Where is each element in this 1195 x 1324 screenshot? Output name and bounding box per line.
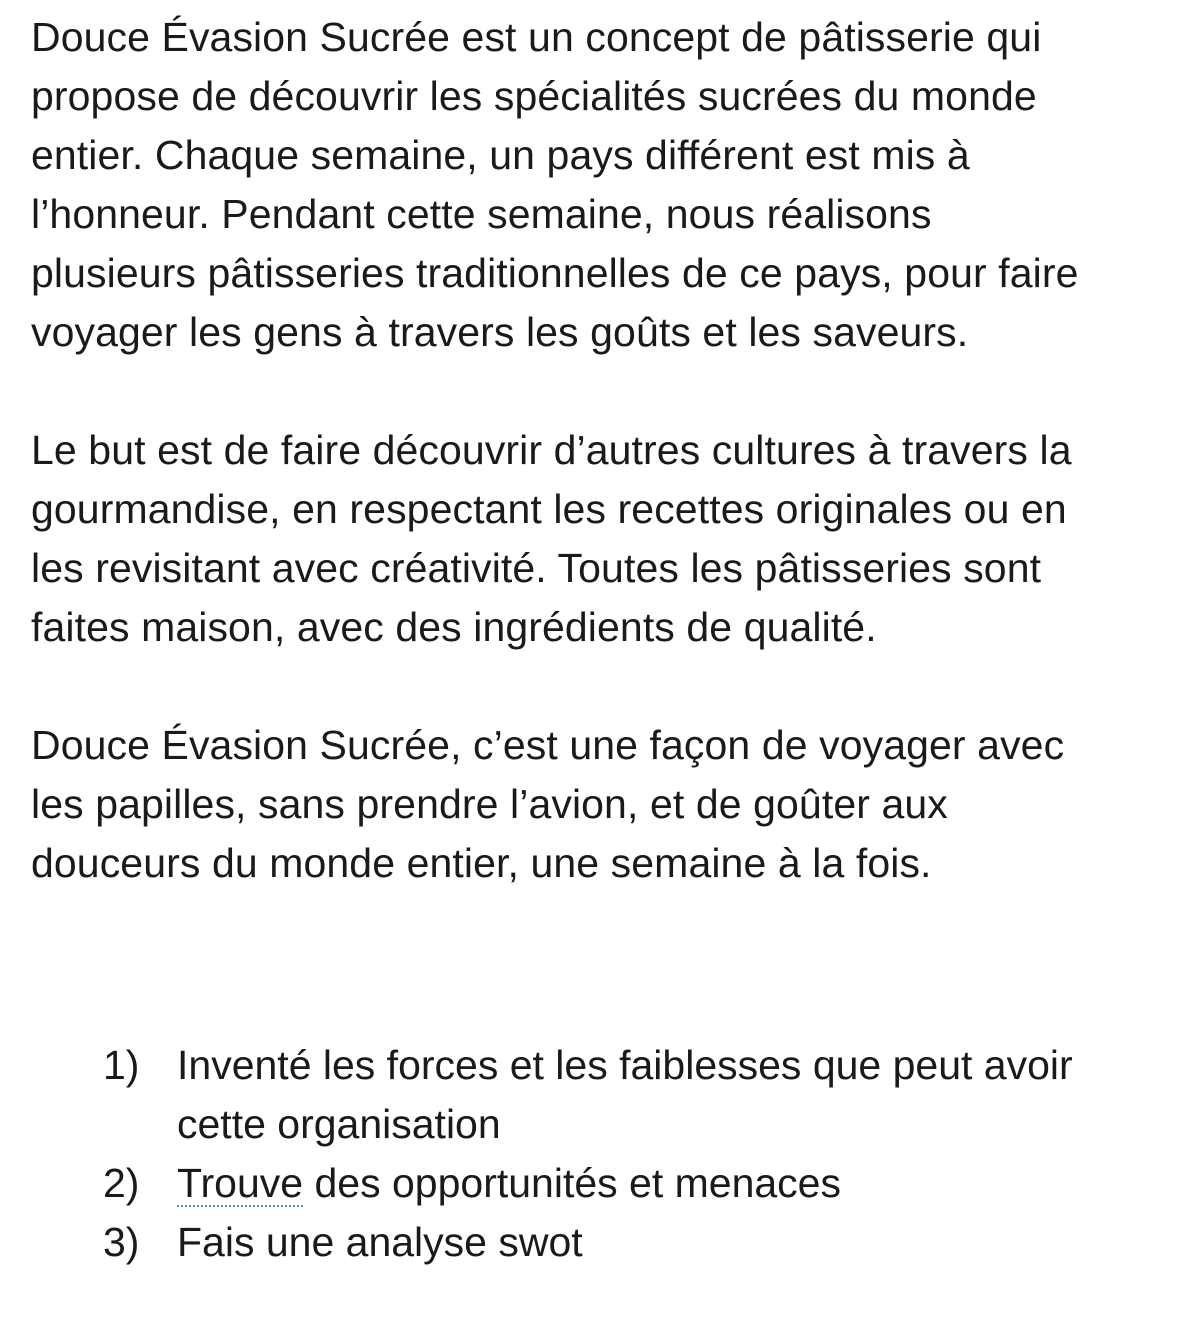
task-text-line: Inventé les forces et les faiblesses que peut avoir	[177, 1042, 1073, 1088]
task-item-3	[103, 1213, 1173, 1272]
task-text-line: cette organisation	[177, 1101, 501, 1147]
task-item-1	[103, 1036, 1173, 1154]
text-line: voyager les gens à travers les goûts et les saveurs.	[31, 309, 969, 355]
text-line: Douce Évasion Sucrée est un concept de pâtisserie qui	[31, 14, 1042, 60]
document-body	[31, 8, 1181, 952]
task-text-rest: des opportunités et menaces	[303, 1160, 841, 1206]
text-line: les revisitant avec créativité. Toutes les pâtisseries sont	[31, 545, 1042, 591]
intro-paragraph	[31, 8, 1181, 362]
text-line: l’honneur. Pendant cette semaine, nous réalisons	[31, 191, 932, 237]
text-line: les papilles, sans prendre l’avion, et de goûter aux	[31, 781, 948, 827]
task-text-line: Fais une analyse swot	[177, 1219, 583, 1265]
text-line: plusieurs pâtisseries traditionnelles de ce pays, pour faire	[31, 250, 1079, 296]
task-text-line	[177, 1154, 1173, 1213]
spellcheck-flagged-word[interactable]: Trouve	[177, 1160, 304, 1206]
text-line: faites maison, avec des ingrédients de qualité.	[31, 604, 877, 650]
text-line: Le but est de faire découvrir d’autres cultures à travers la	[31, 427, 1072, 473]
task-item-2	[103, 1154, 1173, 1213]
text-line: propose de découvrir les spécialités sucrées du monde	[31, 73, 1037, 119]
task-number: 1)	[103, 1042, 140, 1088]
task-number: 3)	[103, 1219, 140, 1265]
text-line: entier. Chaque semaine, un pays différent est mis à	[31, 132, 970, 178]
task-number: 2)	[103, 1160, 140, 1206]
goal-paragraph	[31, 421, 1181, 657]
text-line: Douce Évasion Sucrée, c’est une façon de voyager avec	[31, 722, 1065, 768]
task-list	[103, 1036, 1173, 1272]
text-line: gourmandise, en respectant les recettes originales ou en	[31, 486, 1067, 532]
text-line: douceurs du monde entier, une semaine à la fois.	[31, 840, 932, 886]
closing-paragraph	[31, 716, 1181, 893]
